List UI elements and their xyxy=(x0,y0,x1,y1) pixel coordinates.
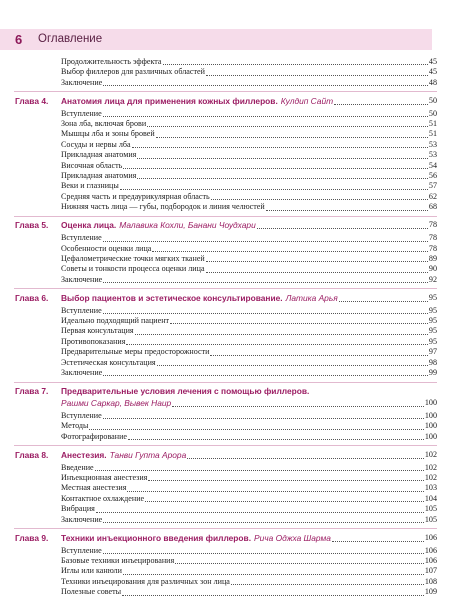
chapter-author: Малавика Кохли, Банани Чоудхари xyxy=(119,220,256,231)
toc-entry-page: 78 xyxy=(428,233,437,243)
toc-entry-title: Фотографирование xyxy=(61,431,128,441)
leader-dots xyxy=(206,272,428,273)
toc-entry xyxy=(61,587,437,597)
chapter-author: Латика Арья xyxy=(285,292,338,303)
toc-entry-title: Височная область xyxy=(61,160,123,170)
leader-dots xyxy=(103,522,424,523)
leader-dots xyxy=(157,365,428,366)
toc-entry-page: 99 xyxy=(428,368,437,378)
toc-entry xyxy=(61,244,437,254)
leader-dots xyxy=(89,429,423,430)
toc-entry xyxy=(61,566,437,576)
toc-entry-title: Вступление xyxy=(61,233,102,243)
chapter-title-text: Анестезия. xyxy=(61,449,107,460)
toc-entry xyxy=(61,337,437,347)
page-header xyxy=(0,29,432,50)
leader-dots xyxy=(128,439,424,440)
toc-entry-page: 89 xyxy=(428,253,437,263)
toc-entry xyxy=(61,327,437,337)
toc-entry xyxy=(61,411,437,421)
toc-entry-title: Цефалометрические точки мягких тканей xyxy=(61,253,205,263)
toc-entry-page: 48 xyxy=(428,77,437,87)
toc-entry xyxy=(61,67,437,77)
leader-dots xyxy=(123,574,424,575)
leader-dots xyxy=(210,355,427,356)
toc-entry-title: Прикладная анатомия xyxy=(61,150,137,160)
toc-entry-page: 90 xyxy=(428,264,437,274)
toc-entry-title: Заключение xyxy=(61,514,103,524)
toc-entry-page: 98 xyxy=(428,357,437,367)
chapter-divider xyxy=(14,288,437,289)
toc-entry-title: Иглы или канюли xyxy=(61,566,122,576)
leader-dots xyxy=(123,168,428,169)
chapter-label: Глава 6. xyxy=(15,292,49,303)
toc-entry xyxy=(61,182,437,192)
toc-entry-page: 106 xyxy=(424,555,437,565)
leader-dots xyxy=(156,137,428,138)
toc-entry xyxy=(61,358,437,368)
leader-dots xyxy=(339,301,428,302)
toc-entry-title: Зона лба, включая брови xyxy=(61,119,147,129)
chapter-title xyxy=(61,532,437,544)
chapter-title xyxy=(61,219,437,231)
leader-dots xyxy=(120,189,428,190)
toc-entry-page: 95 xyxy=(428,326,437,336)
toc-entry xyxy=(61,275,437,285)
leader-dots xyxy=(211,199,428,200)
chapter-divider xyxy=(14,528,437,529)
toc-entry-title: Вибрация xyxy=(61,504,95,514)
chapter-label: Глава 8. xyxy=(15,449,49,460)
leader-dots xyxy=(122,595,424,596)
toc-entry-page: 95 xyxy=(428,305,437,315)
toc-entry-title: Заключение xyxy=(61,274,103,284)
leader-dots xyxy=(137,158,428,159)
toc-entry xyxy=(61,119,437,129)
toc-entry xyxy=(61,57,437,67)
toc-entry xyxy=(61,254,437,264)
toc-entry-page: 100 xyxy=(424,410,437,420)
chapter-title-text: Предварительные условия лечения с помощью филлеров. xyxy=(61,386,310,396)
toc-entry xyxy=(61,161,437,171)
leader-dots xyxy=(206,75,428,76)
chapter-author: Рича Оджха Шарма xyxy=(254,532,331,543)
chapter-divider xyxy=(14,382,437,383)
toc-entry-page: 56 xyxy=(428,171,437,181)
toc-entry-page: 106 xyxy=(424,545,437,555)
toc-entry-title: Вступление xyxy=(61,410,102,420)
toc-entry-title: Мышцы лба и зоны бровей xyxy=(61,129,155,139)
toc-entry-page: 45 xyxy=(428,67,437,77)
toc-entry xyxy=(61,316,437,326)
chapter-page: 106 xyxy=(424,532,437,542)
chapter-author-line xyxy=(61,397,437,409)
toc-entry-title: Первая консультация xyxy=(61,326,134,336)
chapter-page: 100 xyxy=(424,398,437,407)
leader-dots xyxy=(127,491,423,492)
chapter-page: 95 xyxy=(428,292,437,302)
toc-entry-title: Эстетическая консультация xyxy=(61,357,156,367)
leader-dots xyxy=(170,323,428,324)
toc-entry xyxy=(61,202,437,212)
leader-dots xyxy=(145,501,424,502)
toc-entry-page: 97 xyxy=(428,347,437,357)
toc-entry xyxy=(61,504,437,514)
leader-dots xyxy=(132,147,428,148)
toc-entry xyxy=(61,130,437,140)
chapter-title xyxy=(61,292,437,304)
toc-entry-page: 92 xyxy=(428,274,437,284)
leader-dots xyxy=(163,64,428,65)
toc-entry-page: 105 xyxy=(424,504,437,514)
chapter-divider xyxy=(14,91,437,92)
chapter-title-text: Анатомия лица для применения кожных филлеров. xyxy=(61,95,278,106)
toc-entry-page: 54 xyxy=(428,160,437,170)
toc-entry-page: 105 xyxy=(424,514,437,524)
toc-entry xyxy=(61,432,437,442)
leader-dots xyxy=(103,313,428,314)
leader-dots xyxy=(103,375,428,376)
toc-entry xyxy=(61,264,437,274)
leader-dots xyxy=(137,178,428,179)
toc-entry-title: Вступление xyxy=(61,108,102,118)
toc-entry-title: Средняя часть и предаурикулярная область xyxy=(61,191,210,201)
chapter-label: Глава 7. xyxy=(15,386,49,396)
toc-entry-title: Продолжительность эффекта xyxy=(61,56,162,66)
toc-entry-title: Советы и тонкости процесса оценки лица xyxy=(61,264,205,274)
leader-dots xyxy=(187,458,424,459)
toc-entry-page: 45 xyxy=(428,56,437,66)
toc-entry-title: Предварительные меры предосторожности xyxy=(61,347,210,357)
toc-entry-page: 95 xyxy=(428,336,437,346)
page-title: Оглавление xyxy=(38,33,103,45)
chapter-label: Глава 4. xyxy=(15,95,49,106)
leader-dots xyxy=(135,334,428,335)
leader-dots xyxy=(103,282,428,283)
toc-entry xyxy=(61,347,437,357)
chapter-page: 102 xyxy=(424,449,437,459)
leader-dots xyxy=(332,541,424,542)
toc-entry xyxy=(61,473,437,483)
leader-dots xyxy=(95,470,424,471)
toc-entry-title: Прикладная анатомия xyxy=(61,171,137,181)
toc-entry-page: 100 xyxy=(424,431,437,441)
chapter-page: 50 xyxy=(428,95,437,105)
toc-entry-page: 108 xyxy=(424,576,437,586)
leader-dots xyxy=(103,418,424,419)
chapter-label: Глава 5. xyxy=(15,220,49,231)
chapter-author: Рашми Саркар, Вывек Наир xyxy=(61,398,172,408)
chapter-label: Глава 9. xyxy=(15,532,49,543)
toc-entry-page: 102 xyxy=(424,462,437,472)
toc-entry xyxy=(61,368,437,378)
toc-entry-page: 53 xyxy=(428,150,437,160)
toc-entry xyxy=(61,484,437,494)
toc-entry-page: 78 xyxy=(428,243,437,253)
toc-entry-title: Местная анестезия xyxy=(61,483,127,493)
toc-entry xyxy=(61,306,437,316)
toc-entry-title: Вступление xyxy=(61,305,102,315)
toc-entry-title: Методы xyxy=(61,421,89,431)
leader-dots xyxy=(148,480,423,481)
toc-entry-title: Нижняя часть лица — губы, подбородок и линия челюстей xyxy=(61,202,265,212)
toc-entry-page: 102 xyxy=(424,473,437,483)
toc-entry-page: 53 xyxy=(428,139,437,149)
toc-entry-title: Противопоказания xyxy=(61,336,126,346)
page-number: 6 xyxy=(15,32,23,47)
toc-entry xyxy=(61,171,437,181)
leader-dots xyxy=(257,228,428,229)
leader-dots xyxy=(103,85,428,86)
toc-entry-page: 68 xyxy=(428,202,437,212)
toc-entry-page: 104 xyxy=(424,493,437,503)
toc-entry-page: 62 xyxy=(428,191,437,201)
leader-dots xyxy=(266,210,428,211)
toc-entry-title: Заключение xyxy=(61,77,103,87)
toc-entry xyxy=(61,577,437,587)
leader-dots xyxy=(126,344,427,345)
toc-entry xyxy=(61,192,437,202)
leader-dots xyxy=(147,126,428,127)
toc-entry xyxy=(61,463,437,473)
leader-dots xyxy=(103,553,424,554)
toc-entry-title: Выбор филлеров для различных областей xyxy=(61,67,205,77)
leader-dots xyxy=(231,584,424,585)
toc-entry xyxy=(61,546,437,556)
leader-dots xyxy=(175,563,424,564)
chapter-author: Кулдип Сайт xyxy=(280,95,334,106)
chapter-title-text: Оценка лица. xyxy=(61,220,117,231)
toc-entry xyxy=(61,494,437,504)
chapter-divider xyxy=(14,216,437,217)
toc-entry-page: 109 xyxy=(424,587,437,597)
toc-entry xyxy=(61,233,437,243)
toc-entry-title: Техники инъецирования для различных зон лица xyxy=(61,576,230,586)
toc-entry-page: 107 xyxy=(424,566,437,576)
toc-entry-page: 95 xyxy=(428,316,437,326)
toc-entry-title: Идеально подходящий пациент xyxy=(61,316,170,326)
toc-entry-title: Вступление xyxy=(61,545,102,555)
chapter-title xyxy=(61,95,437,107)
toc-entry-page: 103 xyxy=(424,483,437,493)
toc-entry-page: 57 xyxy=(428,181,437,191)
leader-dots xyxy=(334,104,428,105)
toc-entry xyxy=(61,150,437,160)
toc-entry-title: Контактное охлаждение xyxy=(61,493,145,503)
chapter-page: 78 xyxy=(428,220,437,230)
leader-dots xyxy=(103,241,428,242)
leader-dots xyxy=(152,251,428,252)
chapter-title xyxy=(61,449,437,461)
toc-entry-title: Особенности оценки лица xyxy=(61,243,152,253)
toc-entry-page: 51 xyxy=(428,119,437,129)
leader-dots xyxy=(206,261,428,262)
toc-entry-title: Инъекционная анестезия xyxy=(61,473,148,483)
toc-entry-title: Базовые техники инъецирования xyxy=(61,555,175,565)
chapter-title xyxy=(61,385,437,397)
chapter-title-text: Выбор пациентов и эстетическое консультирование. xyxy=(61,292,283,303)
chapter-author: Танви Гупта Арора xyxy=(109,449,187,460)
chapter-title-text: Техники инъекционного введения филлеров. xyxy=(61,532,252,543)
toc-entry xyxy=(61,515,437,525)
toc-entry xyxy=(61,78,437,88)
toc-entry-title: Сосуды и нервы лба xyxy=(61,139,131,149)
toc-entry xyxy=(61,140,437,150)
toc-entry-title: Заключение xyxy=(61,368,103,378)
leader-dots xyxy=(96,512,424,513)
leader-dots xyxy=(103,116,428,117)
toc-entry-page: 100 xyxy=(424,421,437,431)
chapter-divider xyxy=(14,445,437,446)
toc-entry-page: 50 xyxy=(428,108,437,118)
leader-dots xyxy=(172,406,424,407)
toc-entry xyxy=(61,556,437,566)
toc-entry-title: Полезные советы xyxy=(61,587,122,597)
toc-entry-title: Введение xyxy=(61,462,94,472)
toc-entry xyxy=(61,421,437,431)
toc-entry-page: 51 xyxy=(428,129,437,139)
toc-entry xyxy=(61,109,437,119)
toc-entry-title: Веки и глазницы xyxy=(61,181,119,191)
